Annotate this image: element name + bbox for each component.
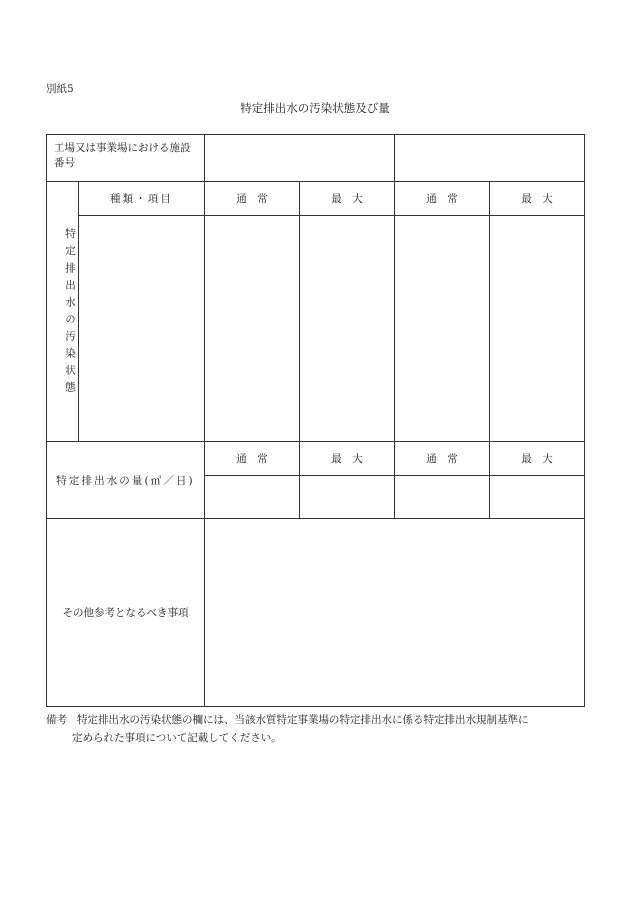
document-title: 特定排出水の汚染状態及び量 — [240, 101, 390, 115]
pollution-header-row — [47, 182, 585, 216]
pollution-max-field-1[interactable] — [300, 216, 395, 442]
other-matters-label: その他参考となるべき事項 — [47, 519, 205, 707]
remarks-text-1: 特定排出水の汚染状態の欄には、当該水質特定事業場の特定排出水に係る特定排出水規制基準に — [77, 714, 529, 726]
volume-label: 特定排出水の量(㎥／日) — [47, 442, 205, 519]
facility-row — [47, 135, 585, 182]
pollution-max-field-2[interactable] — [490, 216, 585, 442]
remarks-note — [46, 711, 586, 748]
facility-number-label: 工場又は事業場における施設番号 — [47, 135, 205, 182]
volume-normal-field-2[interactable] — [395, 476, 490, 519]
pollution-data-row — [47, 216, 585, 442]
volume-max-header-1: 最 大 — [300, 442, 395, 476]
pollution-report-table — [46, 134, 585, 707]
other-matters-field[interactable] — [205, 519, 585, 707]
pollution-normal-header-1: 通 常 — [205, 182, 300, 216]
volume-max-header-2: 最 大 — [490, 442, 585, 476]
volume-normal-field-1[interactable] — [205, 476, 300, 519]
pollution-max-header-2: 最 大 — [490, 182, 585, 216]
volume-header-row — [47, 442, 585, 476]
volume-normal-header-1: 通 常 — [205, 442, 300, 476]
volume-max-field-2[interactable] — [490, 476, 585, 519]
remarks-line-1 — [46, 711, 586, 729]
pollution-item-field[interactable] — [79, 216, 205, 442]
remarks-line-2: 定められた事項について記載してください。 — [72, 732, 282, 745]
pollution-max-header-1: 最 大 — [300, 182, 395, 216]
item-type-header: 種類・項目 — [79, 182, 205, 216]
pollution-normal-field-1[interactable] — [205, 216, 300, 442]
volume-normal-header-2: 通 常 — [395, 442, 490, 476]
facility-number-field-1[interactable] — [205, 135, 395, 182]
other-row — [47, 519, 585, 707]
volume-max-field-1[interactable] — [300, 476, 395, 519]
pollution-normal-header-2: 通 常 — [395, 182, 490, 216]
pollution-normal-field-2[interactable] — [395, 216, 490, 442]
remarks-label: 備考 — [46, 714, 67, 726]
form-number-label: 別紙5 — [46, 83, 74, 95]
facility-number-field-2[interactable] — [395, 135, 585, 182]
pollution-side-label: 特定排出水の汚染状態 — [47, 182, 79, 442]
